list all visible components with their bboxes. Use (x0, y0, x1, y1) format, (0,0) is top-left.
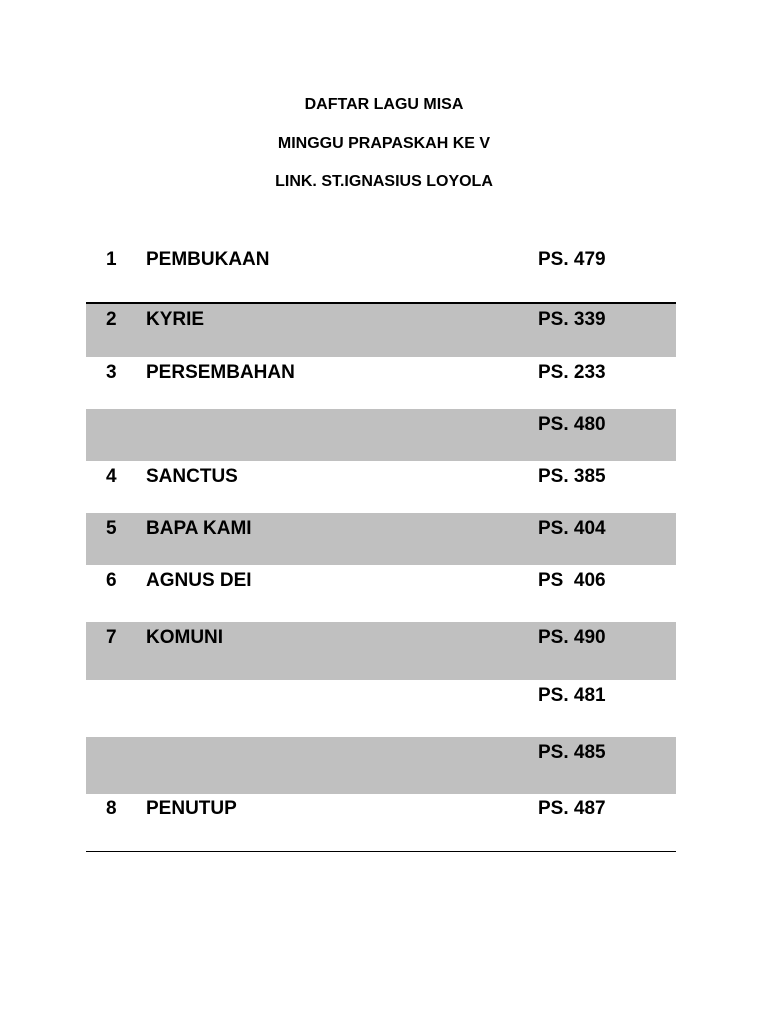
song-number: PS. 479 (538, 249, 606, 270)
row-number: 7 (106, 627, 117, 648)
song-part: PEMBUKAAN (146, 249, 270, 270)
table-row (86, 565, 676, 622)
table-row (86, 622, 676, 680)
song-number: PS. 339 (538, 309, 606, 330)
song-number: PS. 481 (538, 685, 606, 706)
song-part: KYRIE (146, 309, 205, 330)
table-row (86, 680, 676, 737)
table-row (86, 233, 676, 304)
song-part: BAPA KAMI (146, 518, 252, 539)
table-row (86, 513, 676, 565)
table-row (86, 304, 676, 357)
song-part: PERSEMBAHAN (146, 362, 295, 383)
song-number: PS. 480 (538, 414, 606, 435)
song-list-table (86, 233, 676, 852)
row-number: 2 (106, 309, 117, 330)
row-number: 6 (106, 570, 117, 591)
row-number: 1 (106, 249, 117, 270)
song-number: PS. 485 (538, 742, 606, 763)
song-part: SANCTUS (146, 466, 238, 487)
table-row (86, 409, 676, 461)
song-number: PS. 487 (538, 798, 606, 819)
document-subtitle: MINGGU PRAPASKAH KE V (277, 135, 491, 152)
table-row (86, 794, 676, 852)
song-number: PS. 385 (538, 466, 606, 487)
table-row (86, 737, 676, 794)
document-location: LINK. ST.IGNASIUS LOYOLA (275, 173, 493, 190)
song-part: PENUTUP (146, 798, 237, 819)
song-number: PS. 233 (538, 362, 606, 383)
song-part: KOMUNI (146, 627, 224, 648)
row-number: 5 (106, 518, 117, 539)
table-row (86, 357, 676, 409)
table-row (86, 461, 676, 513)
song-number: PS. 490 (538, 627, 606, 648)
row-number: 8 (106, 798, 117, 819)
song-number: PS. 404 (538, 518, 606, 539)
document-title: DAFTAR LAGU MISA (304, 96, 464, 113)
row-number: 3 (106, 362, 117, 383)
song-number: PS 406 (538, 570, 606, 591)
row-number: 4 (106, 466, 117, 487)
song-part: AGNUS DEI (146, 570, 252, 591)
